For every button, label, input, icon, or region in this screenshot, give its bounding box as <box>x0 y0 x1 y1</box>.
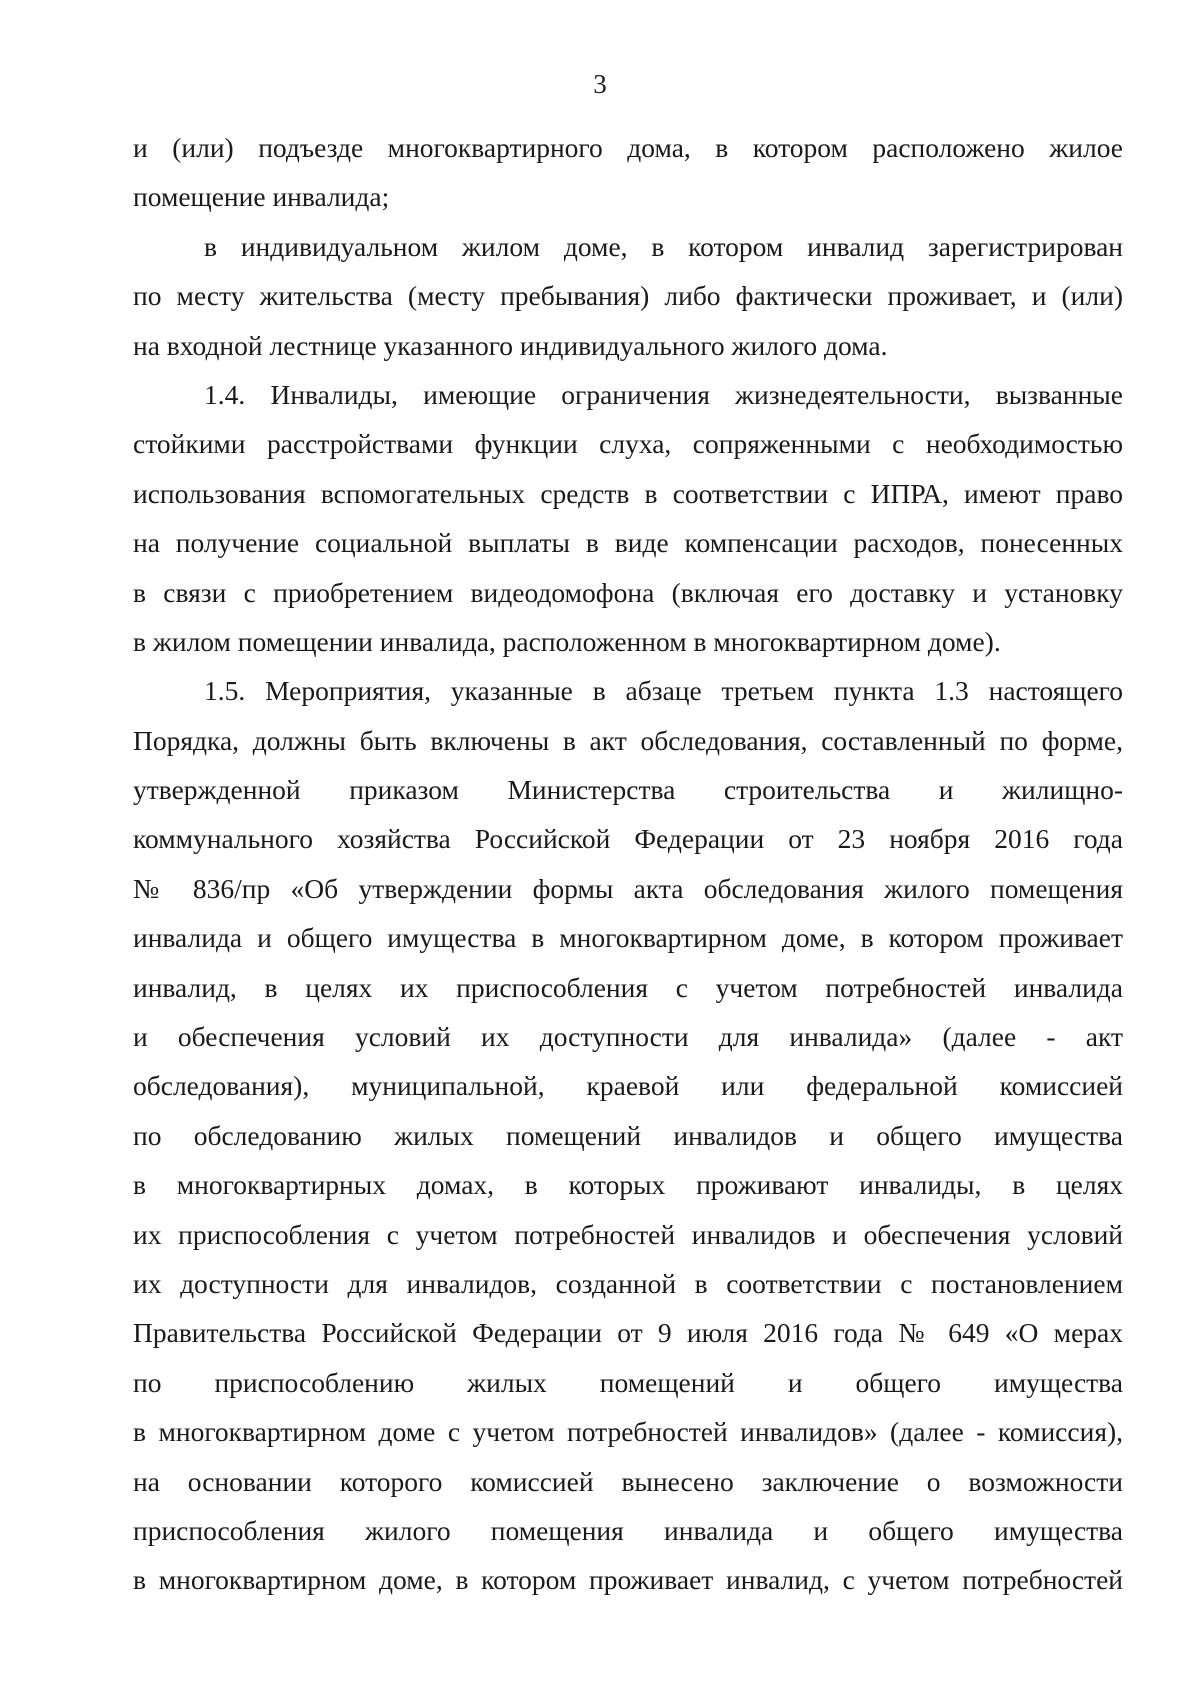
text-line: в связи с приобретением видеодомофона (включая его доставку и установку <box>133 576 1123 608</box>
text-line: их приспособления с учетом потребностей инвалидов и обеспечения условий <box>133 1218 1123 1250</box>
text-line: 1.5. Мероприятия, указанные в абзаце третьем пункта 1.3 настоящего <box>204 675 1123 707</box>
text-line: по месту жительства (месту пребывания) либо фактически проживает, и (или) <box>133 280 1123 312</box>
text-line: приспособления жилого помещения инвалида и общего имущества <box>133 1514 1123 1546</box>
paragraph-3 <box>133 370 1123 666</box>
text-line: Правительства Российской Федерации от 9 июля 2016 года № 649 «О мерах <box>133 1317 1123 1349</box>
text-line: на получение социальной выплаты в виде компенсации расходов, понесенных <box>133 527 1123 559</box>
text-line: № 836/пр «Об утверждении формы акта обследования жилого помещения <box>133 872 1123 904</box>
document-body <box>133 123 1123 1605</box>
text-line: на основании которого комиссией вынесено заключение о возможности <box>133 1465 1123 1497</box>
paragraph-1 <box>133 123 1123 222</box>
text-line: утвержденной приказом Министерства строительства и жилищно- <box>133 774 1123 806</box>
text-line: и обеспечения условий их доступности для инвалида» (далее - акт <box>133 1021 1123 1053</box>
text-line: помещение инвалида; <box>133 181 390 213</box>
text-line: 1.4. Инвалиды, имеющие ограничения жизнедеятельности, вызванные <box>204 378 1123 410</box>
text-line: обследования), муниципальной, краевой или федеральной комиссией <box>133 1070 1123 1102</box>
text-line: в многоквартирных домах, в которых проживают инвалиды, в целях <box>133 1169 1123 1201</box>
text-line: в многоквартирном доме с учетом потребностей инвалидов» (далее - комиссия), <box>133 1416 1123 1448</box>
page-number: 3 <box>593 69 607 99</box>
paragraph-2 <box>133 222 1123 370</box>
text-line: использования вспомогательных средств в соответствии с ИПРА, имеют право <box>133 477 1123 509</box>
text-line: и (или) подъезде многоквартирного дома, в котором расположено жилое <box>133 132 1123 163</box>
text-line: по обследованию жилых помещений инвалидов и общего имущества <box>133 1119 1123 1151</box>
text-line: стойкими расстройствами функции слуха, сопряженными с необходимостью <box>133 428 1123 460</box>
text-line: Порядка, должны быть включены в акт обследования, составленный по форме, <box>133 724 1123 756</box>
text-line: инвалида и общего имущества в многоквартирном доме, в котором проживает <box>133 922 1123 954</box>
text-line: коммунального хозяйства Российской Федерации от 23 ноября 2016 года <box>133 823 1123 855</box>
text-line: инвалид, в целях их приспособления с учетом потребностей инвалида <box>133 971 1123 1003</box>
text-line: их доступности для инвалидов, созданной в соответствии с постановлением <box>133 1267 1123 1299</box>
text-line: на входной лестнице указанного индивидуального жилого дома. <box>133 329 888 361</box>
paragraph-4 <box>133 666 1123 1604</box>
text-line: в индивидуальном жилом доме, в котором инвалид зарегистрирован <box>204 230 1123 262</box>
text-line: по приспособлению жилых помещений и общего имущества <box>133 1366 1123 1398</box>
text-line: в многоквартирном доме, в котором проживает инвалид, с учетом потребностей <box>133 1564 1123 1596</box>
text-line: в жилом помещении инвалида, расположенном в многоквартирном доме). <box>133 625 1001 657</box>
